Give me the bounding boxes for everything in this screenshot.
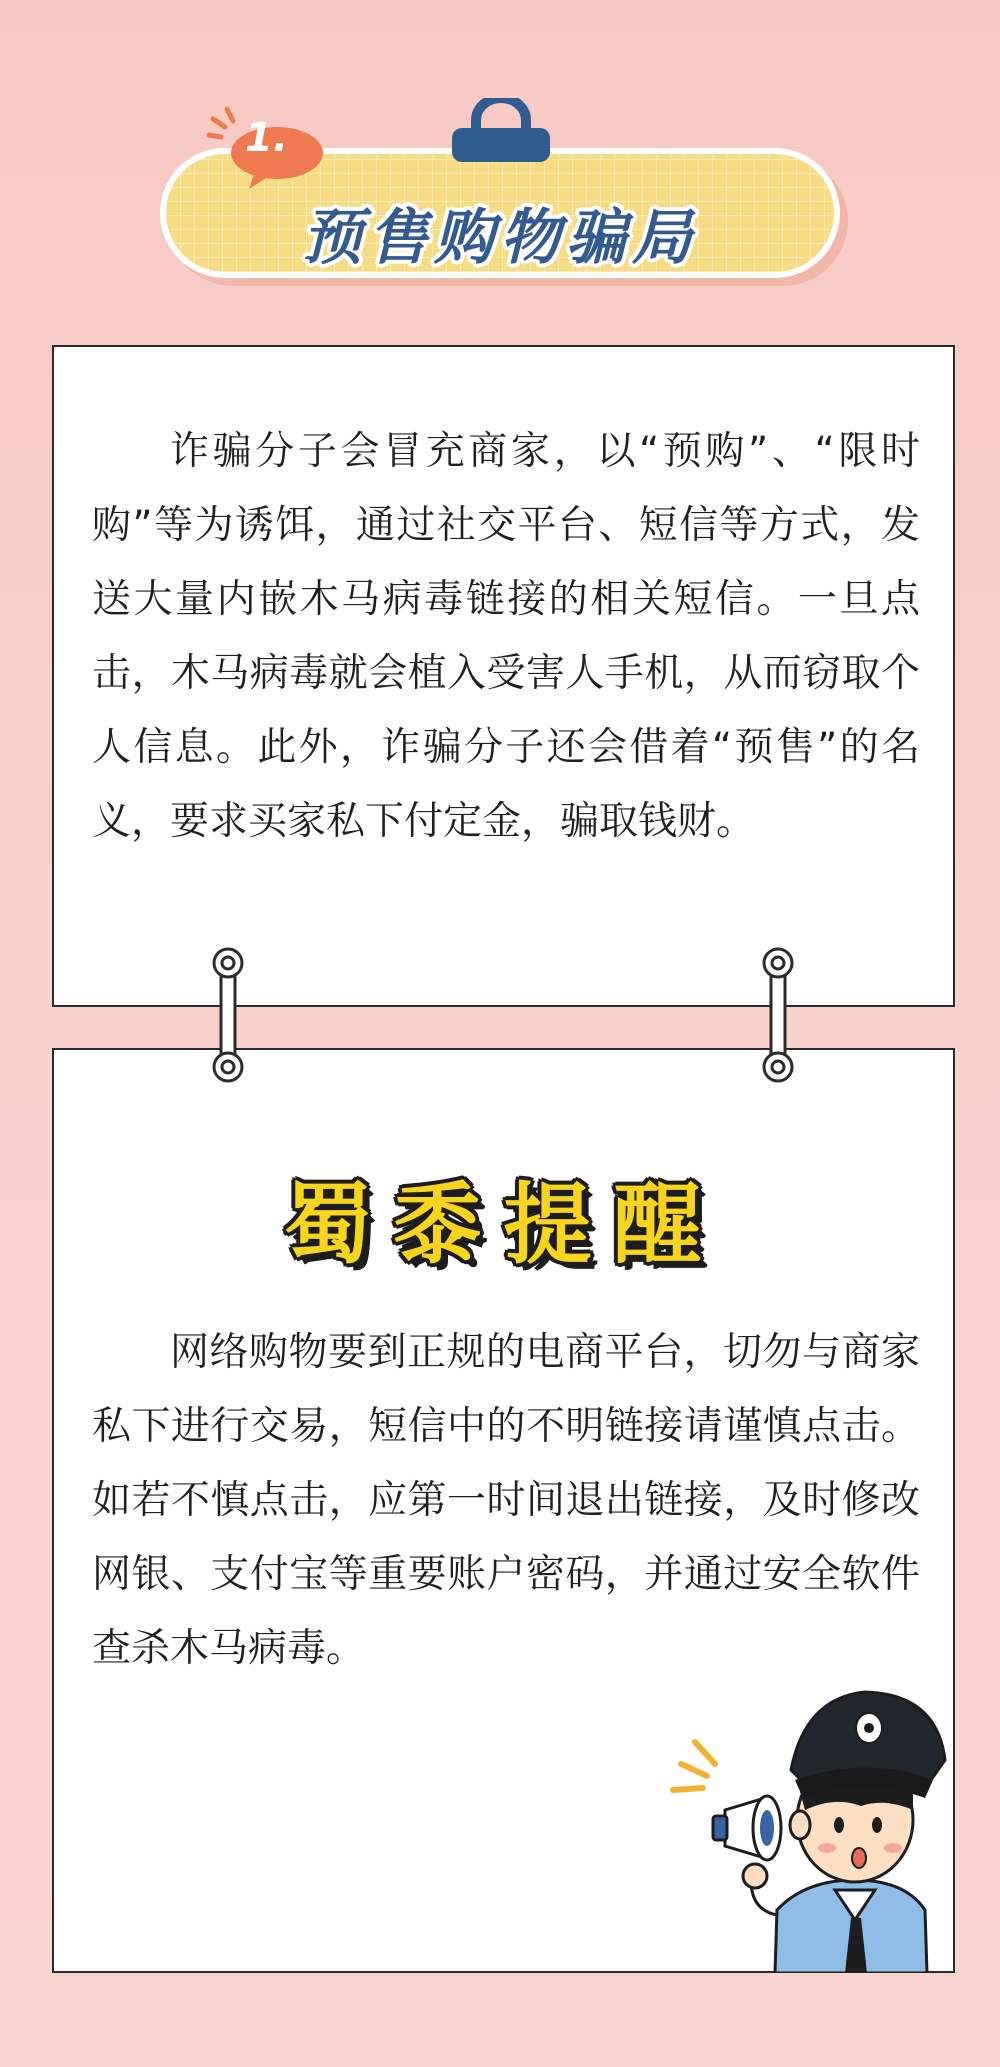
- police-officer-megaphone-illustration: [655, 1680, 955, 1973]
- intro-paragraph: 诈骗分子会冒充商家，以“预购”、“限时购”等为诱饵，通过社交平台、短信等方式，发送大量内嵌木马病毒链接的相关短信。一旦点击，木马病毒就会植入受害人手机，从而窃取个人信息。此外，诈骗分子还会借着“预售”的名义，要求买家私下付定金，骗取钱财。: [92, 429, 920, 844]
- intro-card: [52, 345, 955, 1007]
- binder-ring-icon: [210, 945, 246, 1085]
- badge-number: 1.: [245, 115, 289, 161]
- lock-icon: [442, 98, 560, 162]
- binder-ring-icon: [760, 945, 796, 1085]
- page-title: 预售购物骗局: [302, 203, 698, 273]
- header-banner: [150, 80, 850, 300]
- reminder-title: 蜀黍提醒: [283, 1173, 724, 1276]
- reminder-paragraph: 网络购物要到正规的电商平台，切勿与商家私下进行交易，短信中的不明链接请谨慎点击。如若不慎点击，应第一时间退出链接，及时修改网银、支付宝等重要账户密码，并通过安全软件查杀木马病毒。: [92, 1330, 920, 1671]
